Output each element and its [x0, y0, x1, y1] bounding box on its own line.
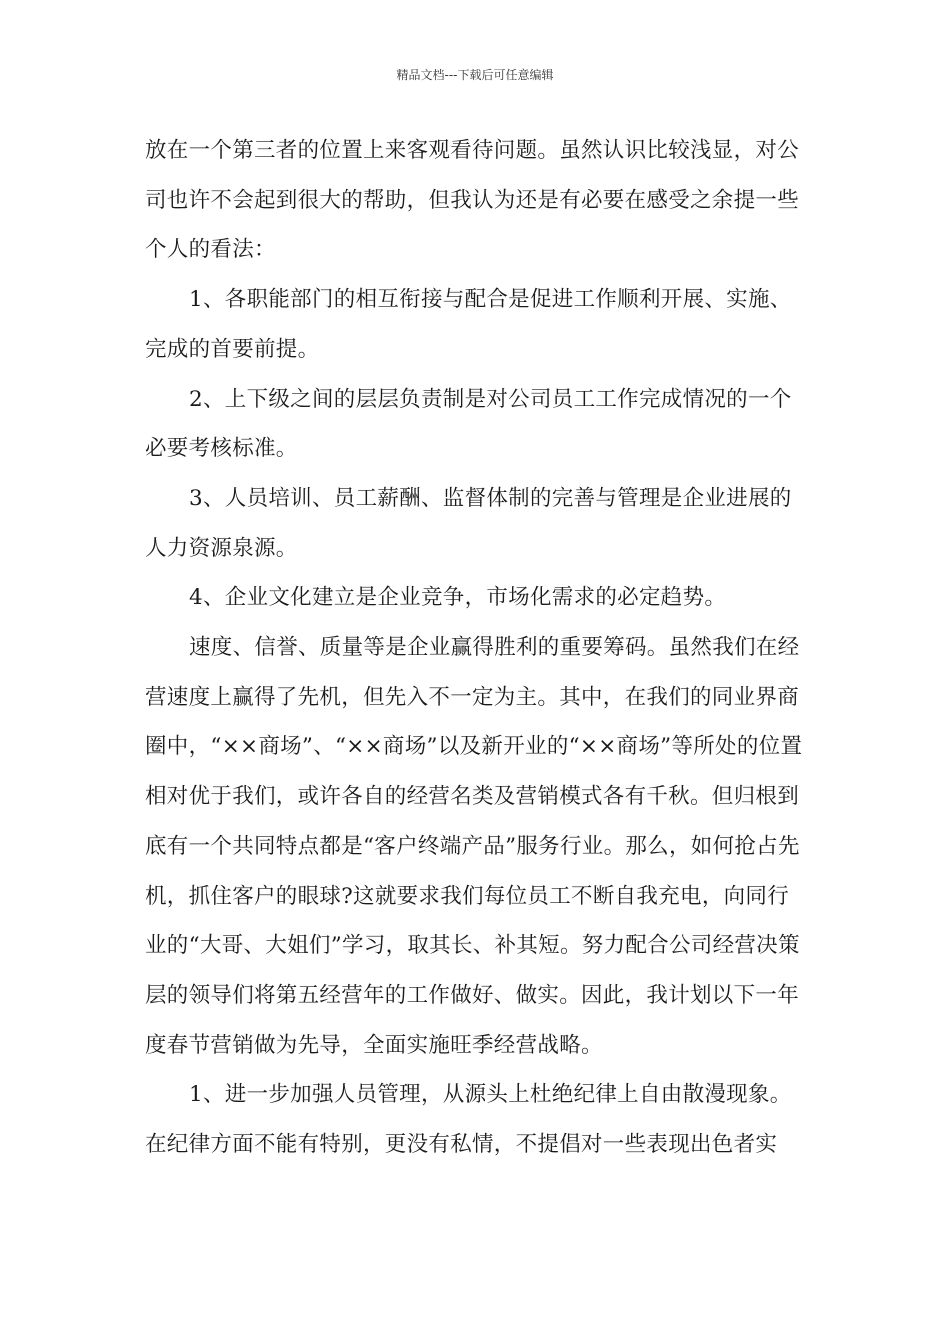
page-header: 精品文档---下载后可任意编辑 [396, 68, 554, 82]
paragraph-point-2: 2、上下级之间的层层负责制是对公司员工工作完成情况的一个必要考核标准。 [145, 386, 792, 462]
paragraph-strategy: 速度、信誉、质量等是企业赢得胜利的重要筹码。虽然我们在经营速度上赢得了先机，但先入不一定为主。其中，在我们的同业界商圈中，“××商场”、“××商场”以及新开业的“××商场”等所处的位置相对优于我们，或许各自的经营名类及营销模式各有千秋。但归根到底有一个共同特点都是“客户终端产品”服务行业。那么，如何抢占先机，抓住客户的眼球?这就要求我们每位员工不断自我充电，向同行业的“大哥、大姐们”学习，取其长、补其短。努力配合公司经营决策层的领导们将第五经营年的工作做好、做实。因此，我计划以下一年度春节营销做为先导，全面实施旺季经营战略。 [145, 635, 803, 1058]
document-body [145, 126, 810, 1170]
paragraph-intro: 放在一个第三者的位置上来客观看待问题。虽然认识比较浅显，对公司也许不会起到很大的帮助，但我认为还是有必要在感受之余提一些个人的看法： [145, 138, 800, 263]
paragraph-point-3: 3、人员培训、员工薪酬、监督体制的完善与管理是企业进展的人力资源泉源。 [145, 485, 792, 561]
paragraph-plan-1: 1、进一步加强人员管理，从源头上杜绝纪律上自由散漫现象。在纪律方面不能有特别，更没有私情，不提倡对一些表现出色者实 [145, 1082, 792, 1158]
paragraph-point-4: 4、企业文化建立是企业竞争，市场化需求的必定趋势。 [189, 585, 727, 611]
paragraph-point-1: 1、各职能部门的相互衔接与配合是促进工作顺利开展、实施、完成的首要前提。 [145, 287, 792, 362]
